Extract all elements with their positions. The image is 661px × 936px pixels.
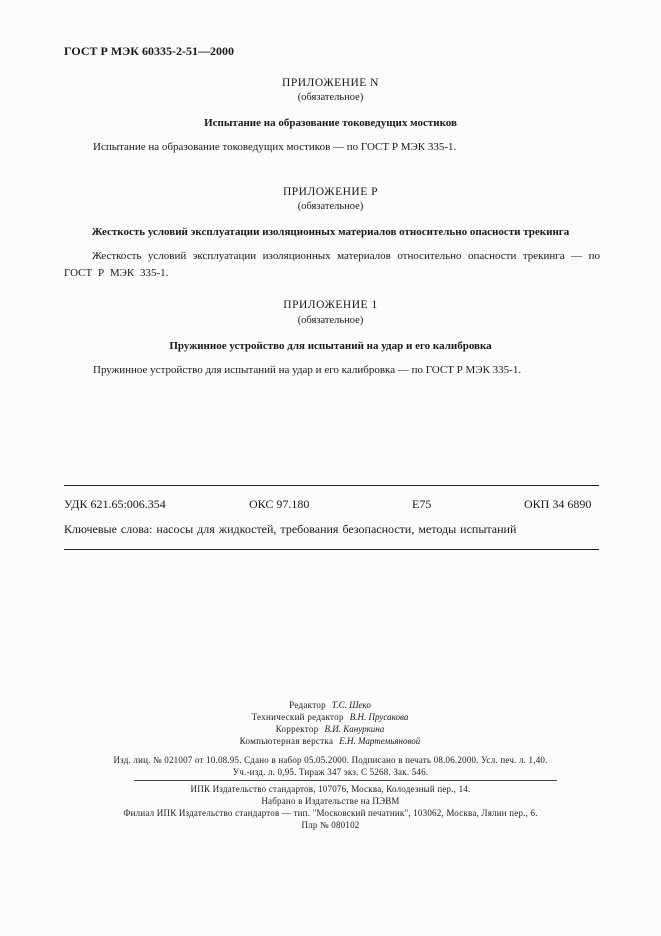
appendix-1-text: Пружинное устройство для испытаний на удар и его калибровка — по ГОСТ Р МЭК 335-1. xyxy=(93,364,522,376)
keywords: Ключевые слова: насосы для жидкостей, требования безопасности, методы испытаний xyxy=(64,522,517,536)
publisher-rule xyxy=(134,780,557,781)
credit-layout: Компьютерная верстка Е.Н. Мартемьяновой xyxy=(239,736,421,746)
print-info-line-2: Уч.-изд. л. 0,95. Тираж 347 экз. С 5268. Зак. 546. xyxy=(232,767,429,777)
appendix-p-text: Жесткость условий эксплуатации изоляционных материалов относительно опасности трекинга — по ГОСТ Р МЭК 335-1. xyxy=(64,250,600,279)
print-info-line-1: Изд. лиц. № 021007 от 10.08.95. Сдано в набор 05.05.2000. Подписано в печать 08.06.2000. Усл. печ. л. 1,40. xyxy=(113,755,548,765)
appendix-p-title: ПРИЛОЖЕНИЕ P xyxy=(282,186,379,198)
appendix-p-subtitle: (обязательное) xyxy=(297,201,364,212)
top-rule xyxy=(64,485,599,486)
udk-code: УДК 621.65:006.354 xyxy=(64,497,166,511)
credit-editor: Редактор Т.С. Шеко xyxy=(289,700,371,710)
document-code: ГОСТ Р МЭК 60335-2-51—2000 xyxy=(64,44,234,58)
appendix-p-section-title: Жесткость условий эксплуатации изоляционных материалов относительно опасности трекинга xyxy=(91,226,570,238)
appendix-n-text: Испытание на образование токоведущих мостиков — по ГОСТ Р МЭК 335-1. xyxy=(93,141,457,153)
okp-code: ОКП 34 6890 xyxy=(524,497,592,511)
appendix-n-subtitle: (обязательное) xyxy=(297,92,364,103)
e-code: Е75 xyxy=(412,497,432,511)
credit-proofreader: Корректор В.И. Кануркина xyxy=(275,724,385,734)
publisher-line-4: Плр № 080102 xyxy=(301,820,360,830)
publisher-line-3: Филиал ИПК Издательство стандартов — тип. "Московский печатник", 103062, Москва, Лялин пер., 6. xyxy=(123,808,538,818)
oks-code: ОКС 97.180 xyxy=(249,497,310,511)
publisher-line-2: Набрано в Издательстве на ПЭВМ xyxy=(261,796,400,806)
credit-tech-editor: Технический редактор В.Н. Прусакова xyxy=(251,712,409,722)
appendix-1-subtitle: (обязательное) xyxy=(297,315,364,326)
bottom-rule xyxy=(64,549,599,550)
appendix-n-section-title: Испытание на образование токоведущих мостиков xyxy=(204,117,457,129)
appendix-1-section-title: Пружинное устройство для испытаний на удар и его калибровка xyxy=(169,340,492,352)
appendix-1-title: ПРИЛОЖЕНИЕ 1 xyxy=(283,299,378,311)
appendix-n-title: ПРИЛОЖЕНИЕ N xyxy=(282,77,379,89)
publisher-line-1: ИПК Издательство стандартов, 107076, Москва, Колодезный пер., 14. xyxy=(190,784,471,794)
credits-block xyxy=(180,699,480,747)
